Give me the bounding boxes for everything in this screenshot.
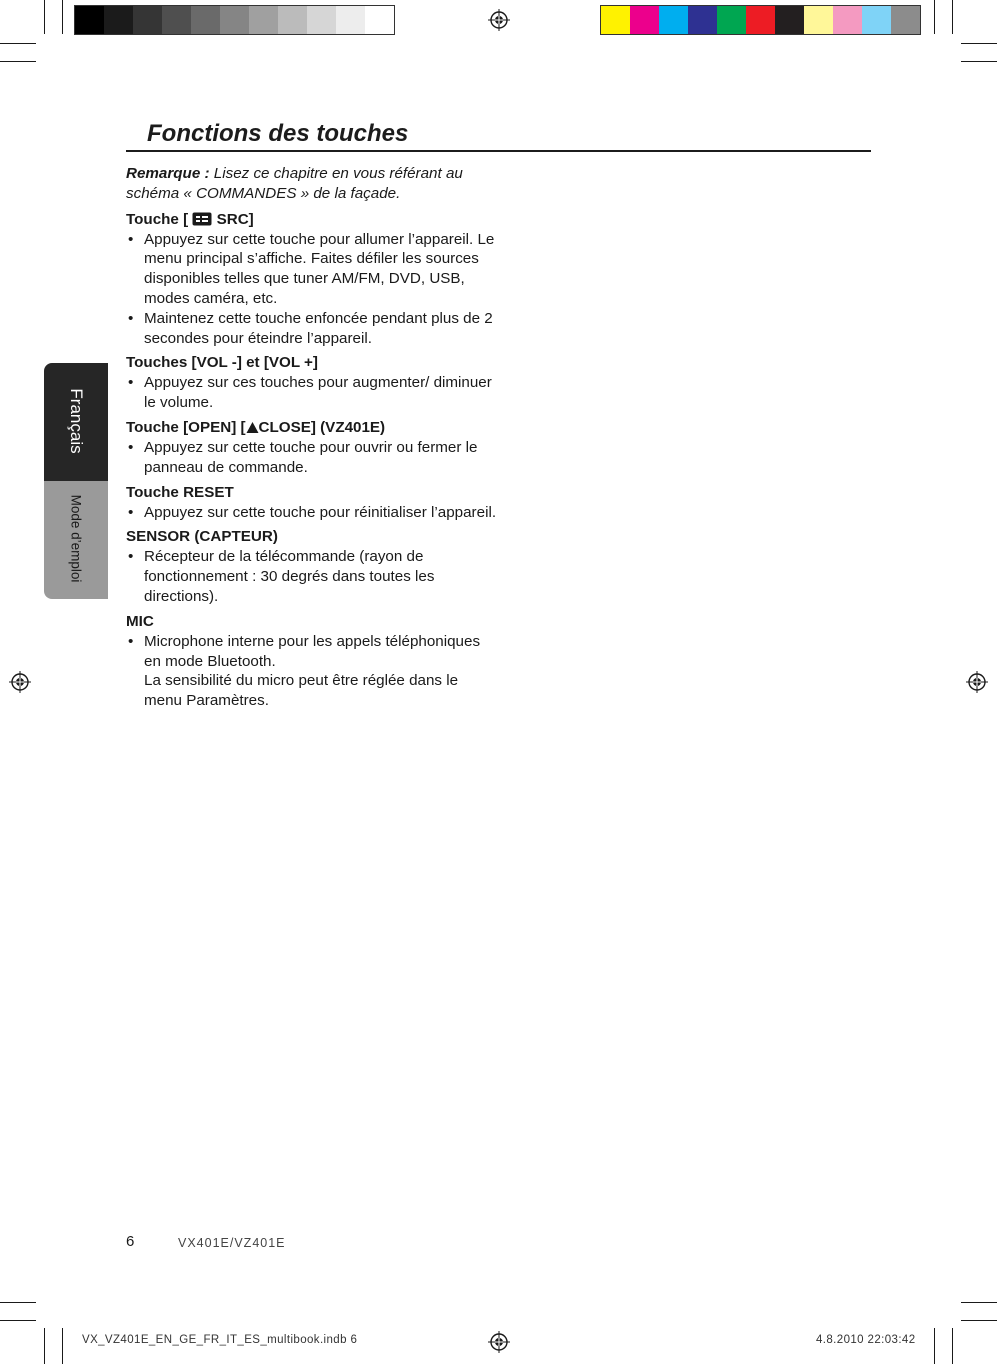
bullet-list bbox=[126, 230, 498, 349]
crop-mark bbox=[44, 0, 45, 34]
color-swatch bbox=[833, 6, 862, 34]
list-item: • Maintenez cette touche enfoncée pendant plus de 2 secondes pour éteindre l’appareil. bbox=[126, 309, 498, 349]
registration-mark-icon bbox=[488, 9, 510, 31]
color-swatch bbox=[365, 6, 394, 34]
color-swatch bbox=[804, 6, 833, 34]
slug-file: VX_VZ401E_EN_GE_FR_IT_ES_multibook.indb 6 bbox=[82, 1334, 358, 1346]
section-title bbox=[126, 418, 498, 438]
color-swatch bbox=[630, 6, 659, 34]
section bbox=[126, 353, 498, 413]
bullet-list bbox=[126, 547, 498, 606]
color-swatch bbox=[162, 6, 191, 34]
content-column bbox=[126, 164, 498, 716]
page-number: 6 bbox=[126, 1233, 135, 1250]
section bbox=[126, 210, 498, 349]
color-swatch bbox=[249, 6, 278, 34]
list-item: • Microphone interne pour les appels téléphoniques en mode Bluetooth. La sensibilité du micro peut être réglée dans le menu Paramètres. bbox=[126, 632, 498, 711]
note-label: Remarque : bbox=[126, 165, 210, 182]
bullet-list bbox=[126, 503, 498, 523]
source-power-icon bbox=[192, 212, 212, 226]
list-item: • Appuyez sur cette touche pour ouvrir ou fermer le panneau de commande. bbox=[126, 438, 498, 478]
section-title bbox=[126, 210, 498, 230]
color-swatch bbox=[775, 6, 804, 34]
section bbox=[126, 612, 498, 711]
crop-mark bbox=[0, 1302, 36, 1303]
color-swatch bbox=[278, 6, 307, 34]
color-swatch bbox=[891, 6, 920, 34]
registration-mark-icon bbox=[9, 671, 31, 693]
crop-mark bbox=[952, 1328, 953, 1364]
list-item: • Appuyez sur cette touche pour réinitialiser l’appareil. bbox=[126, 503, 498, 523]
color-swatch bbox=[75, 6, 104, 34]
slug-date: 4.8.2010 22:03:42 bbox=[816, 1334, 916, 1346]
color-swatch bbox=[862, 6, 891, 34]
crop-mark bbox=[62, 1328, 63, 1364]
list-item: • Appuyez sur cette touche pour allumer l’appareil. Le menu principal s’affiche. Faites défiler les sources disponibles telles que tuner AM/FM, DVD, USB, modes caméra, etc. bbox=[126, 230, 498, 309]
color-swatch bbox=[336, 6, 365, 34]
bullet-list bbox=[126, 438, 498, 478]
crop-mark bbox=[961, 61, 997, 62]
color-swatch bbox=[746, 6, 775, 34]
color-swatch bbox=[133, 6, 162, 34]
list-item: • Appuyez sur ces touches pour augmenter/ diminuer le volume. bbox=[126, 373, 498, 413]
section-title-part: CLOSE] (VZ401E) bbox=[258, 418, 386, 436]
color-swatch bbox=[659, 6, 688, 34]
language-tab bbox=[44, 363, 108, 481]
color-swatch bbox=[104, 6, 133, 34]
section-title: Touche RESET bbox=[126, 483, 234, 501]
eject-icon bbox=[246, 421, 259, 434]
color-swatch bbox=[688, 6, 717, 34]
bullet-list bbox=[126, 373, 498, 413]
section bbox=[126, 418, 498, 478]
color-swatch bbox=[307, 6, 336, 34]
crop-mark bbox=[44, 1328, 45, 1364]
bullet-list bbox=[126, 632, 498, 711]
note-text: Lisez ce chapitre en vous référant au schéma « COMMANDES » de la façade. bbox=[126, 165, 463, 202]
crop-mark bbox=[961, 1302, 997, 1303]
sections bbox=[126, 210, 498, 711]
crop-mark bbox=[961, 1320, 997, 1321]
section bbox=[126, 527, 498, 606]
language-tab-label: Français bbox=[67, 388, 86, 454]
section-title: MIC bbox=[126, 612, 154, 630]
crop-mark bbox=[0, 43, 36, 44]
crop-mark bbox=[0, 61, 36, 62]
color-swatch bbox=[191, 6, 220, 34]
color-swatch bbox=[601, 6, 630, 34]
crop-mark bbox=[0, 1320, 36, 1321]
page-title: Fonctions des touches bbox=[147, 120, 409, 147]
note bbox=[126, 164, 498, 204]
title-rule bbox=[126, 150, 871, 152]
color-swatch bbox=[220, 6, 249, 34]
crop-mark bbox=[934, 1328, 935, 1364]
registration-mark-icon bbox=[966, 671, 988, 693]
section bbox=[126, 483, 498, 523]
process-color-bar bbox=[600, 5, 921, 35]
section-title-part: Touche [ bbox=[126, 210, 193, 228]
crop-mark bbox=[62, 0, 63, 34]
manual-tab bbox=[44, 481, 108, 599]
crop-mark bbox=[961, 43, 997, 44]
model-name: VX401E/VZ401E bbox=[178, 1236, 286, 1250]
manual-tab-label: Mode d’emploi bbox=[68, 494, 84, 583]
crop-mark bbox=[952, 0, 953, 34]
grayscale-color-bar bbox=[74, 5, 395, 35]
section-title-part: SRC] bbox=[212, 210, 254, 228]
color-swatch bbox=[717, 6, 746, 34]
section-title: Touches [VOL -] et [VOL +] bbox=[126, 354, 318, 372]
registration-mark-icon bbox=[488, 1331, 510, 1353]
crop-mark bbox=[934, 0, 935, 34]
section-title: SENSOR (CAPTEUR) bbox=[126, 528, 278, 546]
list-item: • Récepteur de la télécommande (rayon de fonctionnement : 30 degrés dans toutes les directions). bbox=[126, 547, 498, 606]
section-title-part: Touche [OPEN] [ bbox=[126, 418, 246, 436]
